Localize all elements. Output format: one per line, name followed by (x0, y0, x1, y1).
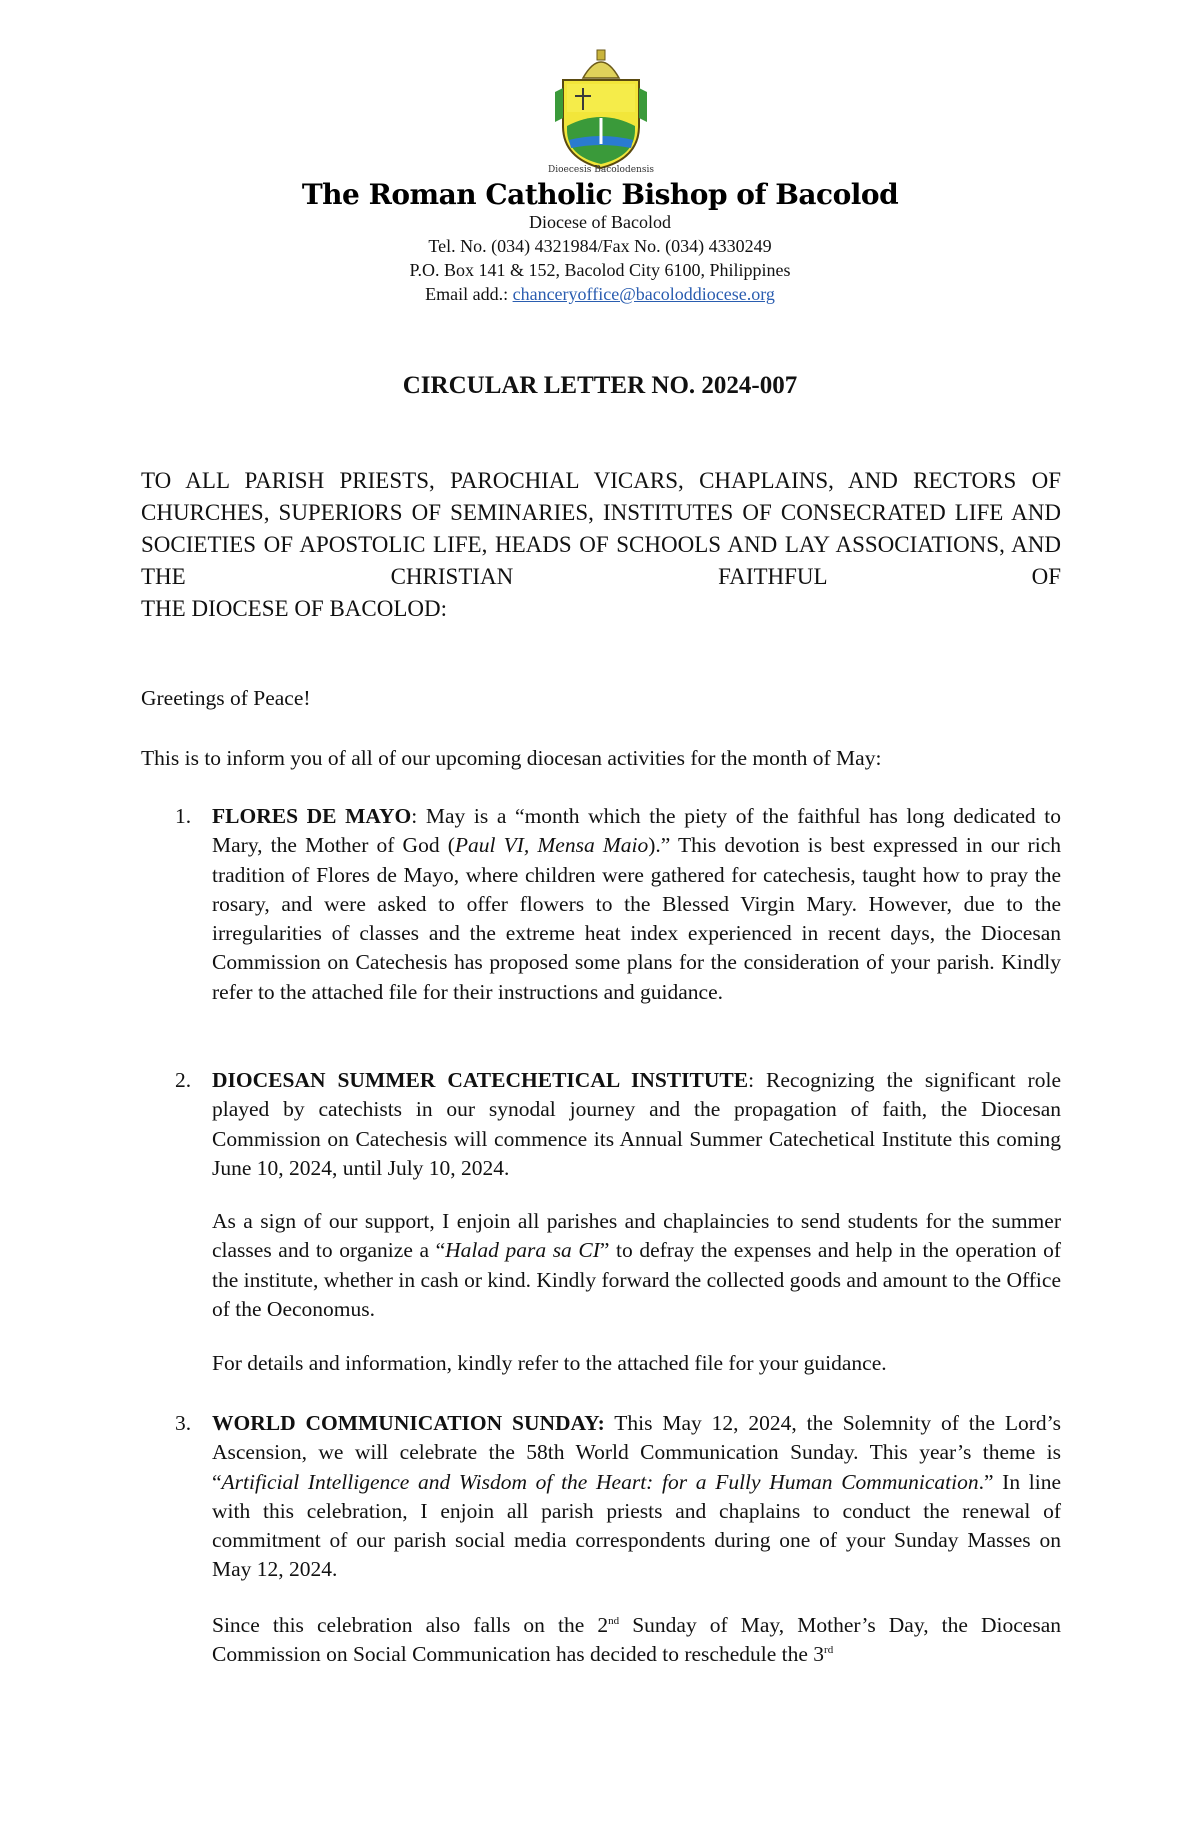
seal-caption: Dioecesis Bacolodensis (548, 165, 654, 175)
item-number: 3. (175, 1411, 192, 1435)
email-label: Email add.: (425, 284, 513, 304)
item-text: Since this celebration also falls on the 2 (212, 1613, 609, 1637)
item-subparagraph (212, 1207, 1061, 1324)
addressee-line: RECTORS OF CHURCHES, SUPERIORS OF SEMINARIES, INSTITUTES OF (141, 468, 1061, 525)
item-text: This May 12, 2024, the Solemnity of the Lord’s Ascension, we will celebrate the 58th World Communication Sunday. This year’s theme is “ (212, 1411, 1061, 1494)
diocese-seal-icon (553, 48, 649, 172)
theme: Artificial Intelligence and Wisdom of the Heart: for a Fully Human Communication (221, 1469, 979, 1494)
email-link[interactable]: chanceryoffice@bacoloddiocese.org (512, 284, 775, 304)
item-text: ” to defray the expenses and help in the operation of the institute, whether in cash or kind. Kindly forward the collected goods and amount to the Office of the Oeconomus. (212, 1238, 1062, 1321)
item-subparagraph (212, 1611, 1061, 1670)
item-text: : May is a “month which the piety of the faithful has long dedicated to Mary, the Mother of God ( (212, 804, 1061, 858)
item-subparagraph: For details and information, kindly refer to the attached file for your guidance. (212, 1351, 887, 1375)
item-text: .” In line with this celebration, I enjoin all parish priests and chaplains to conduct the renewal of commitment of our parish social media correspondents during one of your Sunday Masses on May 12, 2024. (212, 1469, 1061, 1582)
list-item (141, 802, 1061, 1007)
ordinal-suffix: rd (824, 1644, 834, 1657)
tel-fax: Tel. No. (034) 4321984/Fax No. (034) 4330249 (428, 236, 772, 256)
item-heading: WORLD COMMUNICATION SUNDAY: (212, 1411, 605, 1435)
list-item (141, 1409, 1061, 1585)
greeting: Greetings of Peace! (141, 686, 311, 710)
circular-title: CIRCULAR LETTER NO. 2024-007 (402, 372, 798, 399)
citation: Paul VI, Mensa Maio (454, 833, 649, 858)
addressee-block (141, 465, 1061, 625)
item-text: As a sign of our support, I enjoin all parishes and chaplaincies to send students for the summer classes and to organize a “ (212, 1209, 1061, 1263)
item-text: Sunday of May, Mother’s Day, the Diocesan Commission on Social Communication has decided to reschedule the 3 (212, 1613, 1061, 1667)
addressee-line: CONSECRATED LIFE AND SOCIETIES OF APOSTOLIC LIFE, HEADS OF (141, 500, 1062, 557)
item-text: : Recognizing the significant role played by catechists in our synodal journey and the propagation of faith, the Diocesan Commission on Catechesis will commence its Annual Summer Catechetical Institute this coming June 10, 2024, until July 10, 2024. (212, 1068, 1061, 1180)
addressee-line: TO ALL PARISH PRIESTS, PAROCHIAL VICARS, CHAPLAINS, AND (141, 468, 898, 493)
ordinal-suffix: nd (608, 1614, 620, 1627)
item-number: 1. (175, 804, 192, 828)
email-line (300, 282, 900, 306)
addressee-line: THE DIOCESE OF BACOLOD: (141, 596, 448, 621)
item-heading: FLORES DE MAYO (212, 804, 412, 828)
item-text: ).” This devotion is best expressed in our rich tradition of Flores de Mayo, where children were gathered for catechesis, taught how to pray the rosary, and were asked to offer flowers to the Blessed Virgin Mary. However, due to the irregularities of classes and the extreme heat index experienced in recent days, the Diocesan Commission on Catechesis has proposed some plans for the consideration of your parish. Kindly refer to the attached file for their instructions and guidance. (212, 833, 1061, 1004)
list-item (141, 1066, 1061, 1183)
item-heading: DIOCESAN SUMMER CATECHETICAL INSTITUTE (212, 1068, 749, 1092)
diocese-name: Diocese of Bacolod (529, 212, 671, 232)
po-box: P.O. Box 141 & 152, Bacolod City 6100, Philippines (409, 260, 791, 280)
emphasis: Halad para sa CI (445, 1238, 600, 1263)
addressee-line: SCHOOLS AND LAY ASSOCIATIONS, AND THE CHRISTIAN FAITHFUL OF (141, 532, 1061, 589)
item-number: 2. (175, 1068, 192, 1092)
masthead: The Roman Catholic Bishop of Bacolod (301, 178, 899, 211)
intro: This is to inform you of all of our upcoming diocesan activities for the month of May: (141, 746, 882, 770)
